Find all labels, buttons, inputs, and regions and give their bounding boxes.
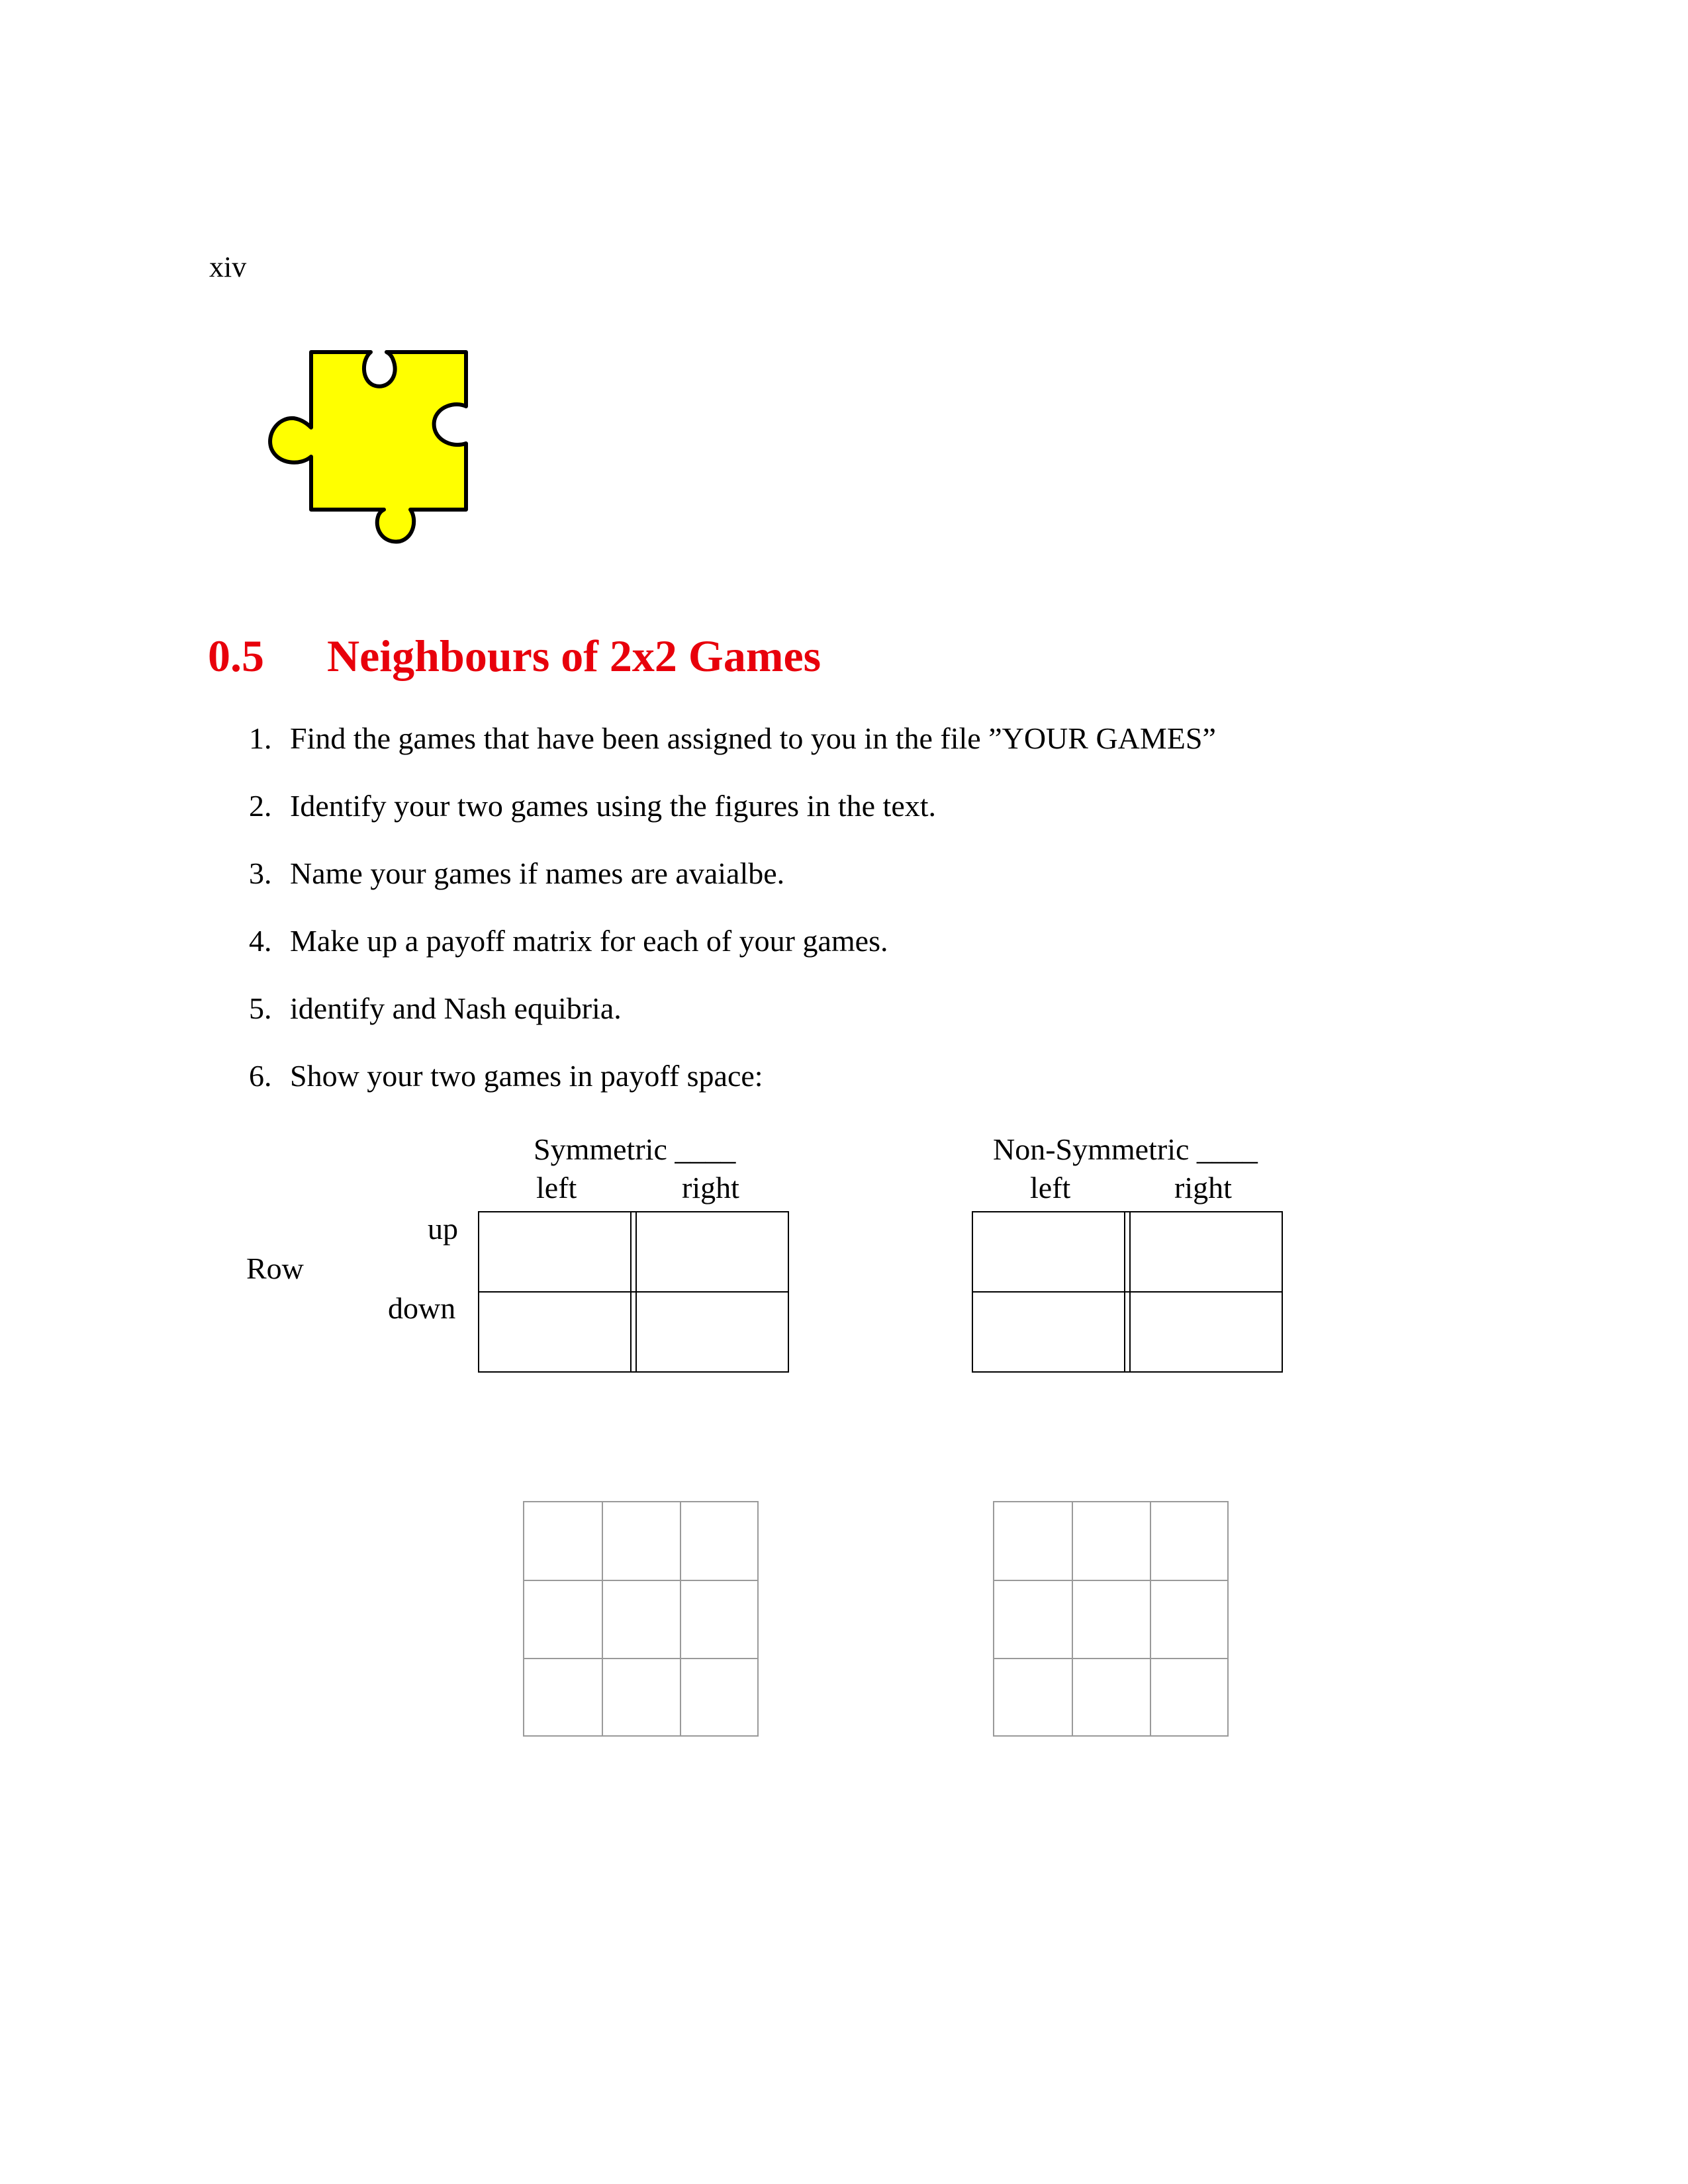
list-item bbox=[249, 855, 1216, 923]
row-down-label: down bbox=[388, 1291, 456, 1325]
list-item-number: 5. bbox=[249, 991, 272, 1025]
puzzle-piece-icon bbox=[263, 345, 482, 564]
non-symmetric-col-right: right bbox=[1174, 1171, 1232, 1205]
list-item-text: Identify your two games using the figures in the text. bbox=[290, 789, 937, 823]
row-up-label: up bbox=[428, 1212, 458, 1246]
row-label: Row bbox=[246, 1251, 304, 1285]
list-item-text: identify and Nash equibria. bbox=[290, 991, 622, 1025]
symmetric-payoff-matrix bbox=[478, 1211, 789, 1373]
page-number: xiv bbox=[209, 251, 247, 283]
non-symmetric-title: Non-Symmetric ____ bbox=[993, 1132, 1258, 1166]
non-symmetric-col-left: left bbox=[1030, 1171, 1071, 1205]
list-item-text: Find the games that have been assigned to you in the file ”YOUR GAMES” bbox=[290, 721, 1216, 755]
non-symmetric-payoff-space-grid bbox=[993, 1501, 1229, 1737]
symmetric-title: Symmetric ____ bbox=[534, 1132, 736, 1166]
symmetric-payoff-space-grid bbox=[523, 1501, 759, 1737]
list-item-text: Make up a payoff matrix for each of your games. bbox=[290, 924, 888, 958]
list-item-number: 4. bbox=[249, 924, 272, 958]
list-item-text: Show your two games in payoff space: bbox=[290, 1059, 763, 1093]
list-item-number: 2. bbox=[249, 789, 272, 823]
list-item-number: 6. bbox=[249, 1059, 272, 1093]
list-item-text: Name your games if names are avaialbe. bbox=[290, 856, 785, 890]
symmetric-col-left: left bbox=[536, 1171, 577, 1205]
section-title: Neighbours of 2x2 Games bbox=[327, 631, 821, 681]
list-item bbox=[249, 720, 1216, 788]
section-number: 0.5 bbox=[208, 631, 264, 681]
list-item-number: 1. bbox=[249, 721, 272, 755]
list-item bbox=[249, 990, 1216, 1058]
list-item bbox=[249, 788, 1216, 855]
list-item bbox=[249, 923, 1216, 990]
task-list bbox=[249, 720, 1216, 1125]
list-item bbox=[249, 1058, 1216, 1125]
non-symmetric-payoff-matrix bbox=[972, 1211, 1283, 1373]
list-item-number: 3. bbox=[249, 856, 272, 890]
symmetric-col-right: right bbox=[682, 1171, 739, 1205]
